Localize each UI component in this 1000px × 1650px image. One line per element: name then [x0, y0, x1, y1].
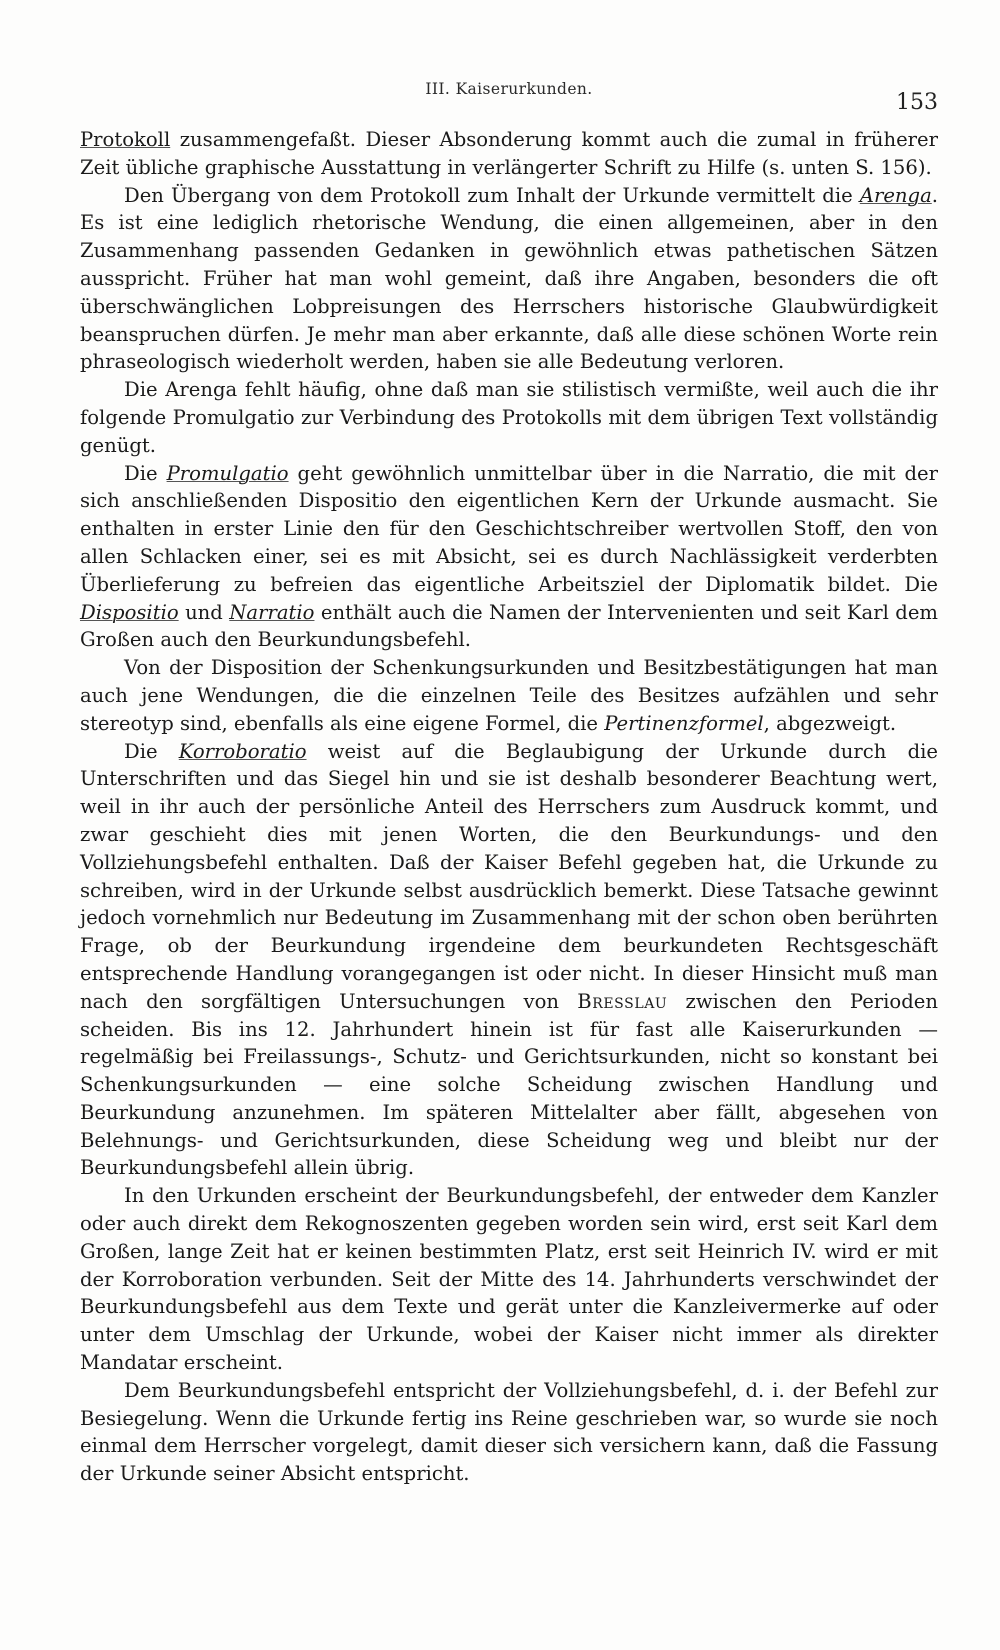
text-segment: enthält auch die Namen der Intervenienten und seit Karl dem Großen auch den Beurkundungsbefehl. [80, 600, 938, 652]
text-segment: Korroboratio [178, 739, 307, 763]
running-head: III. Kaiserurkunden. [425, 80, 593, 98]
text-segment: Die Arenga fehlt häufig, ohne daß man sie stilistisch vermißte, weil auch die ihr folgende Promulgatio zur Verbindung des Protokolls mit dem übrigen Text vollständig genügt. [80, 378, 938, 457]
text-segment: Von der Disposition der Schenkungsurkunden und Besitzbestätigungen hat man auch jene Wendungen, die die einzelnen Teile des Besitzes aufzählen und sehr stereotyp sind, ebenfalls als eine eigene Formel, die [80, 656, 938, 735]
text-segment: zwischen den Perioden scheiden. Bis ins 12. Jahrhundert hinein ist für fast alle Kaiserurkunden — regelmäßig bei Freilassungs-, Schutz- und Gerichtsurkunden, nicht so konstant bei Schenkungsurkunden — eine solche Scheidung zwischen Handlung und Beurkundung anzunehmen. Im späteren Mittelalter aber fällt, abgesehen von Belehnungs- und Gerichtsurkunden, diese Scheidung weg und bleibt nur der Beurkundungsbefehl allein übrig. [80, 989, 938, 1180]
paragraph-3 [80, 376, 938, 459]
paragraph-7 [80, 1182, 938, 1377]
page-body [80, 126, 938, 1488]
text-segment: In den Urkunden erscheint der Beurkundungsbefehl, der entweder dem Kanzler oder auch direkt dem Rekognoszenten gegeben worden sein wird, erst seit Karl dem Großen, lange Zeit hat er keinen bestimmten Platz, erst seit Heinrich IV. wird er mit der Korroboration verbunden. Seit der Mitte des 14. Jahrhunderts verschwindet der Beurkundungsbefehl aus dem Texte und gerät unter die Kanzleivermerke auf oder unter dem Umschlag der Urkunde, wobei der Kaiser nicht immer als direkter Mandatar erscheint. [80, 1184, 938, 1375]
text-segment: , abgezweigt. [763, 711, 897, 735]
text-segment: Bresslau [577, 989, 668, 1013]
text-segment: zusammengefaßt. Dieser Absonderung kommt auch die zumal in früherer Zeit übliche graphische Ausstattung in verlängerter Schrift zu Hilfe (s. unten S. 156). [80, 128, 938, 179]
text-segment: Den Übergang von dem Protokoll zum Inhalt der Urkunde vermittelt die [124, 183, 860, 207]
text-segment: und [178, 600, 230, 624]
text-segment: Die [124, 739, 179, 763]
text-segment: Arenga [859, 183, 932, 207]
text-segment: Dispositio [80, 600, 179, 624]
text-segment: Pertinenzformel [604, 711, 764, 735]
paragraph-2 [80, 182, 938, 377]
page-number: 153 [896, 90, 938, 115]
text-segment: Protokoll [80, 128, 171, 151]
text-segment: geht gewöhnlich unmittelbar über in die Narratio, die mit der sich anschließenden Dispositio den eigentlichen Kern der Urkunde ausmacht. Sie enthalten in erster Linie den für den Geschichtschreiber wertvollen Stoff, den von allen Schlacken einer, sei es mit Absicht, sei es durch Nachlässigkeit verderbten Überlieferung zu befreien das eigentliche Arbeitsziel der Diplomatik bildet. Die [80, 461, 938, 596]
text-segment: weist auf die Beglaubigung der Urkunde durch die Unterschriften und das Siegel hin und sie ist deshalb besonderer Beachtung wert, weil in ihr auch der persönliche Anteil des Herrschers zum Ausdruck kommt, und zwar geschieht dies mit jenen Worten, die den Beurkundungs- und den Vollziehungsbefehl enthalten. Daß der Kaiser Befehl gegeben hat, die Urkunde zu schreiben, wird in der Urkunde selbst ausdrücklich bemerkt. Diese Tatsache gewinnt jedoch vornehmlich nur Bedeutung im Zusammenhang mit der schon oben berührten Frage, ob der Beurkundung irgendeine dem beurkundeten Rechtsgeschäft entsprechende Handlung vorangegangen ist oder nicht. In dieser Hinsicht muß man nach den sorgfältigen Untersuchungen von [80, 739, 938, 1013]
text-segment: . Es ist eine lediglich rhetorische Wendung, die einen allgemeinen, aber in den Zusammenhang passenden Gedanken in gewöhnlich etwas pathetischen Sätzen ausspricht. Früher hat man wohl gemeint, daß ihre Angaben, besonders die oft überschwänglichen Lobpreisungen des Herrschers historische Glaubwürdigkeit beanspruchen dürfen. Je mehr man aber erkannte, daß alle diese schönen Worte rein phraseologisch wiederholt werden, haben sie alle Bedeutung verloren. [80, 183, 938, 374]
text-segment: Narratio [229, 600, 315, 624]
text-segment: Dem Beurkundungsbefehl entspricht der Vollziehungsbefehl, d. i. der Befehl zur Besiegelung. Wenn die Urkunde fertig ins Reine geschrieben war, so wurde sie noch einmal dem Herrscher vorgelegt, damit dieser sich versichern kann, daß die Fassung der Urkunde seiner Absicht entspricht. [80, 1378, 938, 1486]
page-header [80, 80, 938, 114]
paragraph-8 [80, 1377, 938, 1488]
paragraph-6 [80, 738, 938, 1183]
text-segment: Die [124, 461, 167, 485]
text-segment: Promulgatio [166, 461, 289, 485]
paragraph-1 [80, 126, 938, 182]
paragraph-4 [80, 460, 938, 655]
paragraph-5 [80, 654, 938, 737]
